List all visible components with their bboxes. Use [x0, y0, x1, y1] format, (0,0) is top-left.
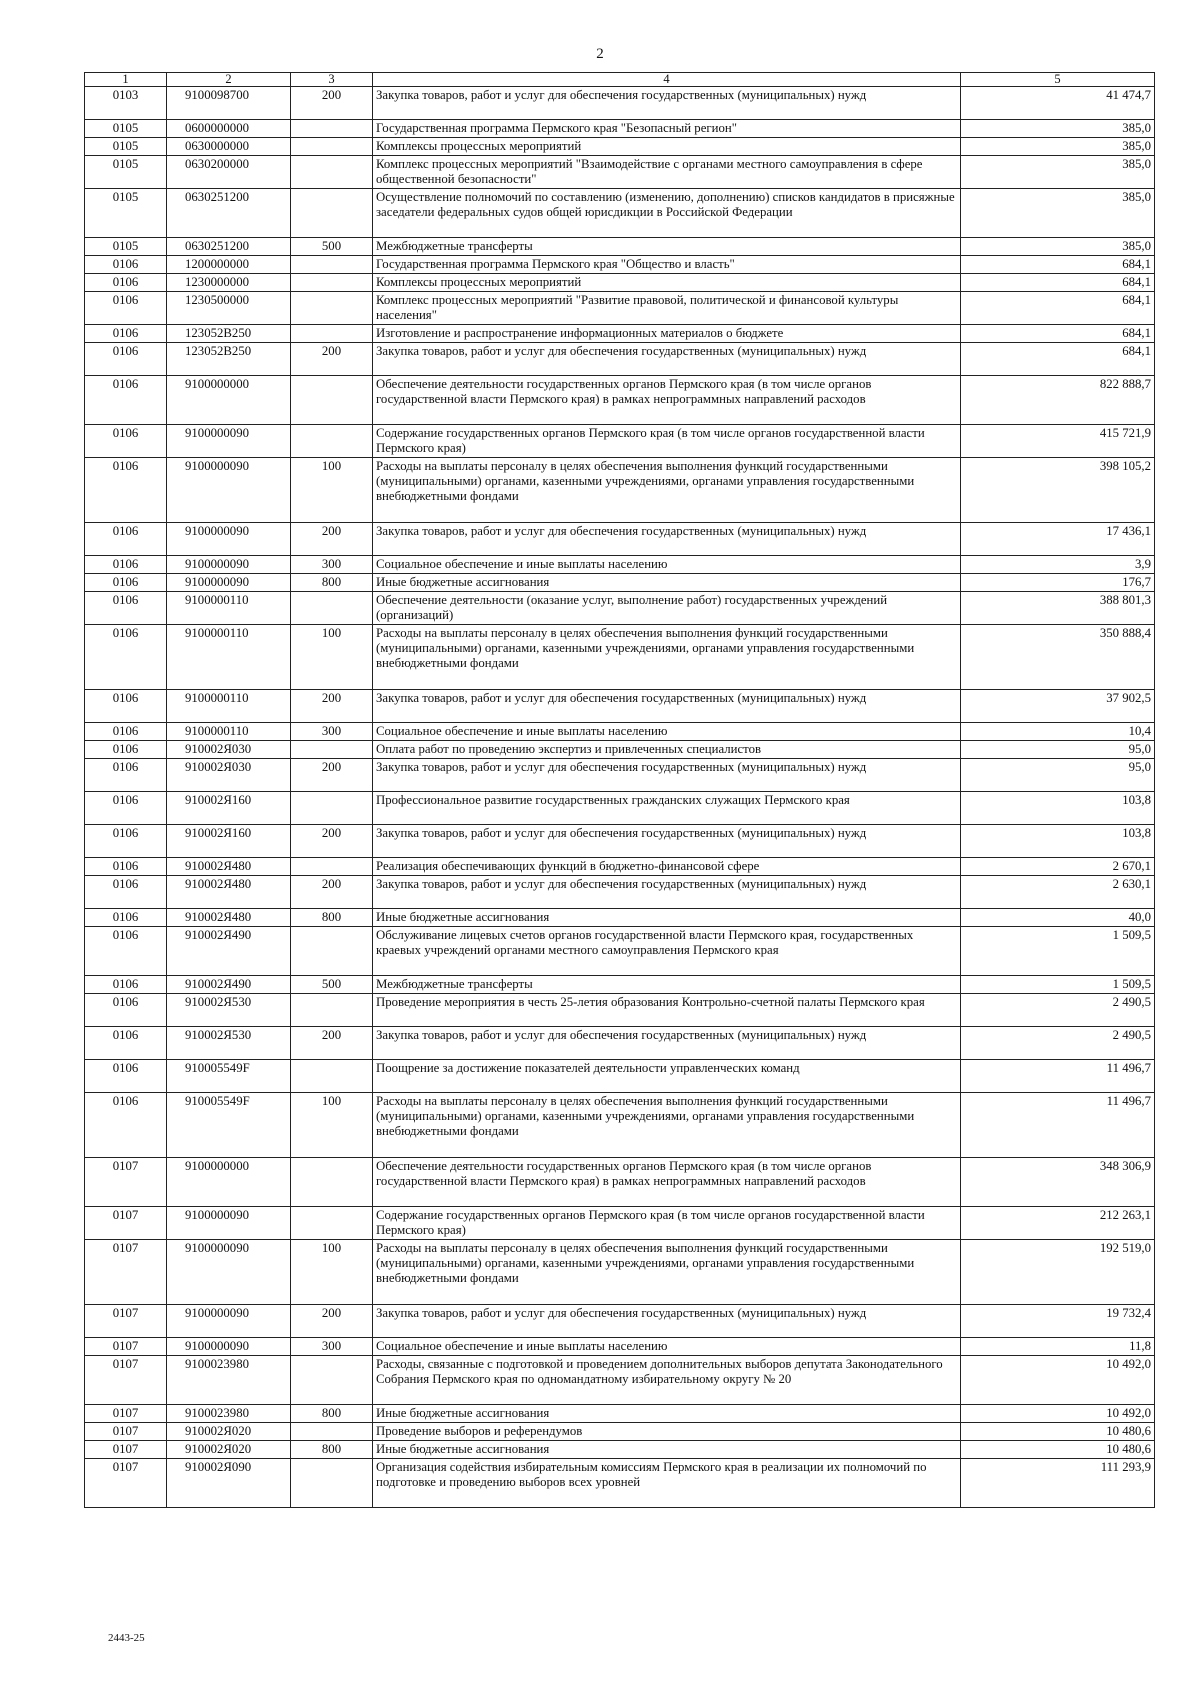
- section-code: 0107: [85, 1240, 167, 1305]
- target-article-code: 0630000000: [167, 138, 291, 156]
- target-article-code: 9100000110: [167, 690, 291, 723]
- table-row: [85, 1356, 1155, 1405]
- expense-type-code: 200: [291, 690, 373, 723]
- section-code: 0106: [85, 690, 167, 723]
- amount-value: 41 474,7: [961, 87, 1155, 120]
- table-body: [85, 87, 1155, 1508]
- table-row: [85, 1240, 1155, 1305]
- amount-value: 19 732,4: [961, 1305, 1155, 1338]
- item-description: Закупка товаров, работ и услуг для обеспечения государственных (муниципальных) нужд: [373, 523, 961, 556]
- table-row: [85, 1093, 1155, 1158]
- item-description: Обеспечение деятельности государственных органов Пермского края (в том числе органов государственной власти Пермского края) в рамках непрограммных направлений расходов: [373, 1158, 961, 1207]
- table-header-row: [85, 73, 1155, 87]
- item-description: Обеспечение деятельности (оказание услуг, выполнение работ) государственных учреждений (организаций): [373, 592, 961, 625]
- item-description: Межбюджетные трансферты: [373, 238, 961, 256]
- amount-value: 684,1: [961, 256, 1155, 274]
- amount-value: 176,7: [961, 574, 1155, 592]
- amount-value: 385,0: [961, 238, 1155, 256]
- amount-value: 385,0: [961, 138, 1155, 156]
- expense-type-code: 200: [291, 876, 373, 909]
- amount-value: 192 519,0: [961, 1240, 1155, 1305]
- amount-value: 415 721,9: [961, 425, 1155, 458]
- table-row: [85, 523, 1155, 556]
- section-code: 0106: [85, 256, 167, 274]
- section-code: 0107: [85, 1158, 167, 1207]
- item-description: Комплекс процессных мероприятий "Развитие правовой, политической и финансовой культуры населения": [373, 292, 961, 325]
- target-article-code: 0600000000: [167, 120, 291, 138]
- table-row: [85, 256, 1155, 274]
- expense-type-code: [291, 1060, 373, 1093]
- expense-type-code: [291, 292, 373, 325]
- target-article-code: 9100000090: [167, 1240, 291, 1305]
- amount-value: 11 496,7: [961, 1060, 1155, 1093]
- table-row: [85, 325, 1155, 343]
- section-code: 0107: [85, 1459, 167, 1508]
- amount-value: 385,0: [961, 189, 1155, 238]
- amount-value: 212 263,1: [961, 1207, 1155, 1240]
- amount-value: 350 888,4: [961, 625, 1155, 690]
- expense-type-code: 100: [291, 458, 373, 523]
- amount-value: 398 105,2: [961, 458, 1155, 523]
- item-description: Закупка товаров, работ и услуг для обеспечения государственных (муниципальных) нужд: [373, 759, 961, 792]
- section-code: 0106: [85, 1060, 167, 1093]
- expense-type-code: 100: [291, 1240, 373, 1305]
- item-description: Иные бюджетные ассигнования: [373, 909, 961, 927]
- expense-type-code: 100: [291, 1093, 373, 1158]
- item-description: Поощрение за достижение показателей деятельности управленческих команд: [373, 1060, 961, 1093]
- item-description: Расходы на выплаты персоналу в целях обеспечения выполнения функций государственными (муниципальными) органами, казенными учреждениями, органами управления государственными внебюджетными фондами: [373, 1093, 961, 1158]
- item-description: Закупка товаров, работ и услуг для обеспечения государственных (муниципальных) нужд: [373, 343, 961, 376]
- amount-value: 1 509,5: [961, 976, 1155, 994]
- amount-value: 684,1: [961, 292, 1155, 325]
- table-row: [85, 1305, 1155, 1338]
- expense-type-code: 300: [291, 1338, 373, 1356]
- expense-type-code: 200: [291, 1027, 373, 1060]
- section-code: 0107: [85, 1207, 167, 1240]
- table-row: [85, 1405, 1155, 1423]
- target-article-code: 910002Я480: [167, 909, 291, 927]
- item-description: Государственная программа Пермского края "Общество и власть": [373, 256, 961, 274]
- target-article-code: 0630251200: [167, 189, 291, 238]
- amount-value: 684,1: [961, 343, 1155, 376]
- column-header-2: 2: [167, 73, 291, 87]
- item-description: Реализация обеспечивающих функций в бюджетно-финансовой сфере: [373, 858, 961, 876]
- target-article-code: 910002Я020: [167, 1423, 291, 1441]
- target-article-code: 910002Я020: [167, 1441, 291, 1459]
- section-code: 0106: [85, 292, 167, 325]
- table-row: [85, 825, 1155, 858]
- table-row: [85, 238, 1155, 256]
- section-code: 0107: [85, 1441, 167, 1459]
- item-description: Закупка товаров, работ и услуг для обеспечения государственных (муниципальных) нужд: [373, 825, 961, 858]
- item-description: Расходы на выплаты персоналу в целях обеспечения выполнения функций государственными (муниципальными) органами, казенными учреждениями, органами управления государственными внебюджетными фондами: [373, 458, 961, 523]
- column-header-1: 1: [85, 73, 167, 87]
- expense-type-code: 500: [291, 238, 373, 256]
- expense-type-code: [291, 274, 373, 292]
- section-code: 0106: [85, 994, 167, 1027]
- amount-value: 2 670,1: [961, 858, 1155, 876]
- amount-value: 2 490,5: [961, 1027, 1155, 1060]
- item-description: Иные бюджетные ассигнования: [373, 1405, 961, 1423]
- target-article-code: 910002Я030: [167, 741, 291, 759]
- amount-value: 385,0: [961, 156, 1155, 189]
- expense-type-code: 800: [291, 909, 373, 927]
- amount-value: 388 801,3: [961, 592, 1155, 625]
- section-code: 0106: [85, 458, 167, 523]
- item-description: Проведение мероприятия в честь 25-летия образования Контрольно-счетной палаты Пермского края: [373, 994, 961, 1027]
- table-row: [85, 1441, 1155, 1459]
- target-article-code: 9100000090: [167, 1207, 291, 1240]
- expense-type-code: [291, 1459, 373, 1508]
- item-description: Закупка товаров, работ и услуг для обеспечения государственных (муниципальных) нужд: [373, 87, 961, 120]
- section-code: 0107: [85, 1356, 167, 1405]
- expense-type-code: 800: [291, 574, 373, 592]
- table-row: [85, 1423, 1155, 1441]
- section-code: 0106: [85, 792, 167, 825]
- section-code: 0103: [85, 87, 167, 120]
- table-row: [85, 927, 1155, 976]
- item-description: Комплексы процессных мероприятий: [373, 138, 961, 156]
- target-article-code: 910002Я490: [167, 927, 291, 976]
- target-article-code: 123052В250: [167, 343, 291, 376]
- item-description: Оплата работ по проведению экспертиз и привлеченных специалистов: [373, 741, 961, 759]
- expense-type-code: [291, 138, 373, 156]
- item-description: Межбюджетные трансферты: [373, 976, 961, 994]
- table-row: [85, 1338, 1155, 1356]
- expense-type-code: 200: [291, 343, 373, 376]
- table-row: [85, 1060, 1155, 1093]
- target-article-code: 9100098700: [167, 87, 291, 120]
- item-description: Расходы на выплаты персоналу в целях обеспечения выполнения функций государственными (муниципальными) органами, казенными учреждениями, органами управления государственными внебюджетными фондами: [373, 625, 961, 690]
- table-row: [85, 976, 1155, 994]
- table-row: [85, 1158, 1155, 1207]
- table-row: [85, 574, 1155, 592]
- item-description: Расходы на выплаты персоналу в целях обеспечения выполнения функций государственными (муниципальными) органами, казенными учреждениями, органами управления государственными внебюджетными фондами: [373, 1240, 961, 1305]
- table-row: [85, 87, 1155, 120]
- expense-type-code: [291, 189, 373, 238]
- item-description: Обслуживание лицевых счетов органов государственной власти Пермского края, государственных краевых учреждений органами местного самоуправления Пермского края: [373, 927, 961, 976]
- table-row: [85, 274, 1155, 292]
- section-code: 0106: [85, 927, 167, 976]
- section-code: 0105: [85, 138, 167, 156]
- amount-value: 1 509,5: [961, 927, 1155, 976]
- section-code: 0106: [85, 343, 167, 376]
- column-header-4: 4: [373, 73, 961, 87]
- expense-type-code: [291, 425, 373, 458]
- target-article-code: 910002Я160: [167, 825, 291, 858]
- section-code: 0106: [85, 556, 167, 574]
- target-article-code: 9100000110: [167, 723, 291, 741]
- amount-value: 10 492,0: [961, 1405, 1155, 1423]
- table-row: [85, 425, 1155, 458]
- section-code: 0106: [85, 625, 167, 690]
- expense-type-code: [291, 1356, 373, 1405]
- budget-table: [84, 72, 1155, 1508]
- section-code: 0107: [85, 1423, 167, 1441]
- item-description: Содержание государственных органов Пермского края (в том числе органов государственной власти Пермского края): [373, 425, 961, 458]
- table-row: [85, 1027, 1155, 1060]
- section-code: 0106: [85, 574, 167, 592]
- target-article-code: 1200000000: [167, 256, 291, 274]
- target-article-code: 9100000090: [167, 1338, 291, 1356]
- expense-type-code: 800: [291, 1441, 373, 1459]
- section-code: 0106: [85, 825, 167, 858]
- expense-type-code: 200: [291, 1305, 373, 1338]
- table-row: [85, 876, 1155, 909]
- section-code: 0106: [85, 876, 167, 909]
- item-description: Иные бюджетные ассигнования: [373, 1441, 961, 1459]
- section-code: 0105: [85, 156, 167, 189]
- target-article-code: 9100000000: [167, 1158, 291, 1207]
- target-article-code: 0630251200: [167, 238, 291, 256]
- table-row: [85, 592, 1155, 625]
- section-code: 0106: [85, 376, 167, 425]
- expense-type-code: 300: [291, 556, 373, 574]
- target-article-code: 9100000090: [167, 1305, 291, 1338]
- target-article-code: 9100000110: [167, 625, 291, 690]
- expense-type-code: [291, 120, 373, 138]
- item-description: Организация содействия избирательным комиссиям Пермского края в реализации их полномочий по подготовке и проведению выборов всех уровней: [373, 1459, 961, 1508]
- table-row: [85, 909, 1155, 927]
- section-code: 0106: [85, 741, 167, 759]
- table-row: [85, 741, 1155, 759]
- expense-type-code: [291, 325, 373, 343]
- target-article-code: 910002Я090: [167, 1459, 291, 1508]
- amount-value: 10 480,6: [961, 1441, 1155, 1459]
- table-row: [85, 189, 1155, 238]
- table-row: [85, 138, 1155, 156]
- amount-value: 95,0: [961, 741, 1155, 759]
- amount-value: 103,8: [961, 792, 1155, 825]
- target-article-code: 9100000090: [167, 458, 291, 523]
- amount-value: 37 902,5: [961, 690, 1155, 723]
- target-article-code: 9100000110: [167, 592, 291, 625]
- table-row: [85, 690, 1155, 723]
- item-description: Осуществление полномочий по составлению (изменению, дополнению) списков кандидатов в присяжные заседатели федеральных судов общей юрисдикции в Российской Федерации: [373, 189, 961, 238]
- expense-type-code: 100: [291, 625, 373, 690]
- expense-type-code: [291, 376, 373, 425]
- section-code: 0105: [85, 238, 167, 256]
- table-row: [85, 723, 1155, 741]
- column-header-3: 3: [291, 73, 373, 87]
- page-number: 2: [596, 46, 604, 62]
- target-article-code: 910002Я530: [167, 994, 291, 1027]
- table-row: [85, 292, 1155, 325]
- amount-value: 11 496,7: [961, 1093, 1155, 1158]
- table-row: [85, 759, 1155, 792]
- target-article-code: 910005549F: [167, 1060, 291, 1093]
- target-article-code: 0630200000: [167, 156, 291, 189]
- table-row: [85, 376, 1155, 425]
- table-row: [85, 156, 1155, 189]
- target-article-code: 910002Я030: [167, 759, 291, 792]
- section-code: 0106: [85, 976, 167, 994]
- target-article-code: 910002Я160: [167, 792, 291, 825]
- amount-value: 684,1: [961, 274, 1155, 292]
- item-description: Закупка товаров, работ и услуг для обеспечения государственных (муниципальных) нужд: [373, 1027, 961, 1060]
- table-row: [85, 1459, 1155, 1508]
- target-article-code: 123052В250: [167, 325, 291, 343]
- table-row: [85, 556, 1155, 574]
- section-code: 0105: [85, 189, 167, 238]
- amount-value: 103,8: [961, 825, 1155, 858]
- target-article-code: 9100000090: [167, 425, 291, 458]
- expense-type-code: 200: [291, 523, 373, 556]
- target-article-code: 9100000090: [167, 556, 291, 574]
- expense-type-code: [291, 858, 373, 876]
- section-code: 0107: [85, 1305, 167, 1338]
- item-description: Закупка товаров, работ и услуг для обеспечения государственных (муниципальных) нужд: [373, 876, 961, 909]
- table-row: [85, 994, 1155, 1027]
- target-article-code: 910005549F: [167, 1093, 291, 1158]
- amount-value: 3,9: [961, 556, 1155, 574]
- table-row: [85, 792, 1155, 825]
- expense-type-code: 800: [291, 1405, 373, 1423]
- section-code: 0107: [85, 1338, 167, 1356]
- item-description: Профессиональное развитие государственных гражданских служащих Пермского края: [373, 792, 961, 825]
- target-article-code: 9100023980: [167, 1356, 291, 1405]
- amount-value: 10 480,6: [961, 1423, 1155, 1441]
- item-description: Государственная программа Пермского края "Безопасный регион": [373, 120, 961, 138]
- table-row: [85, 458, 1155, 523]
- item-description: Закупка товаров, работ и услуг для обеспечения государственных (муниципальных) нужд: [373, 1305, 961, 1338]
- expense-type-code: [291, 994, 373, 1027]
- item-description: Социальное обеспечение и иные выплаты населению: [373, 1338, 961, 1356]
- expense-type-code: [291, 156, 373, 189]
- expense-type-code: [291, 741, 373, 759]
- expense-type-code: [291, 592, 373, 625]
- item-description: Социальное обеспечение и иные выплаты населению: [373, 556, 961, 574]
- table-row: [85, 625, 1155, 690]
- expense-type-code: 200: [291, 759, 373, 792]
- target-article-code: 9100023980: [167, 1405, 291, 1423]
- amount-value: 17 436,1: [961, 523, 1155, 556]
- expense-type-code: 200: [291, 825, 373, 858]
- section-code: 0106: [85, 759, 167, 792]
- item-description: Иные бюджетные ассигнования: [373, 574, 961, 592]
- item-description: Расходы, связанные с подготовкой и проведением дополнительных выборов депутата Законодательного Собрания Пермского края по одномандатному избирательному округу № 20: [373, 1356, 961, 1405]
- expense-type-code: [291, 1207, 373, 1240]
- item-description: Комплексы процессных мероприятий: [373, 274, 961, 292]
- target-article-code: 1230000000: [167, 274, 291, 292]
- section-code: 0106: [85, 858, 167, 876]
- amount-value: 40,0: [961, 909, 1155, 927]
- expense-type-code: 300: [291, 723, 373, 741]
- expense-type-code: [291, 927, 373, 976]
- section-code: 0106: [85, 325, 167, 343]
- target-article-code: 9100000000: [167, 376, 291, 425]
- target-article-code: 910002Я530: [167, 1027, 291, 1060]
- table-row: [85, 1207, 1155, 1240]
- item-description: Социальное обеспечение и иные выплаты населению: [373, 723, 961, 741]
- section-code: 0106: [85, 723, 167, 741]
- expense-type-code: [291, 256, 373, 274]
- target-article-code: 910002Я480: [167, 876, 291, 909]
- amount-value: 11,8: [961, 1338, 1155, 1356]
- section-code: 0106: [85, 523, 167, 556]
- column-header-5: 5: [961, 73, 1155, 87]
- expense-type-code: [291, 1158, 373, 1207]
- table-row: [85, 343, 1155, 376]
- item-description: Обеспечение деятельности государственных органов Пермского края (в том числе органов государственной власти Пермского края) в рамках непрограммных направлений расходов: [373, 376, 961, 425]
- expense-type-code: [291, 1423, 373, 1441]
- amount-value: 2 630,1: [961, 876, 1155, 909]
- item-description: Проведение выборов и референдумов: [373, 1423, 961, 1441]
- amount-value: 10,4: [961, 723, 1155, 741]
- table-row: [85, 858, 1155, 876]
- section-code: 0106: [85, 592, 167, 625]
- target-article-code: 9100000090: [167, 574, 291, 592]
- expense-type-code: 500: [291, 976, 373, 994]
- target-article-code: 1230500000: [167, 292, 291, 325]
- section-code: 0106: [85, 1093, 167, 1158]
- amount-value: 684,1: [961, 325, 1155, 343]
- section-code: 0106: [85, 909, 167, 927]
- amount-value: 822 888,7: [961, 376, 1155, 425]
- amount-value: 95,0: [961, 759, 1155, 792]
- section-code: 0106: [85, 425, 167, 458]
- document-code: 2443-25: [108, 1632, 145, 1644]
- amount-value: 10 492,0: [961, 1356, 1155, 1405]
- item-description: Изготовление и распространение информационных материалов о бюджете: [373, 325, 961, 343]
- item-description: Комплекс процессных мероприятий "Взаимодействие с органами местного самоуправления в сфере общественной безопасности": [373, 156, 961, 189]
- section-code: 0106: [85, 274, 167, 292]
- expense-type-code: [291, 792, 373, 825]
- target-article-code: 910002Я480: [167, 858, 291, 876]
- amount-value: 2 490,5: [961, 994, 1155, 1027]
- item-description: Содержание государственных органов Пермского края (в том числе органов государственной власти Пермского края): [373, 1207, 961, 1240]
- amount-value: 348 306,9: [961, 1158, 1155, 1207]
- expense-type-code: 200: [291, 87, 373, 120]
- target-article-code: 9100000090: [167, 523, 291, 556]
- table-row: [85, 120, 1155, 138]
- amount-value: 385,0: [961, 120, 1155, 138]
- section-code: 0105: [85, 120, 167, 138]
- section-code: 0106: [85, 1027, 167, 1060]
- target-article-code: 910002Я490: [167, 976, 291, 994]
- item-description: Закупка товаров, работ и услуг для обеспечения государственных (муниципальных) нужд: [373, 690, 961, 723]
- amount-value: 111 293,9: [961, 1459, 1155, 1508]
- section-code: 0107: [85, 1405, 167, 1423]
